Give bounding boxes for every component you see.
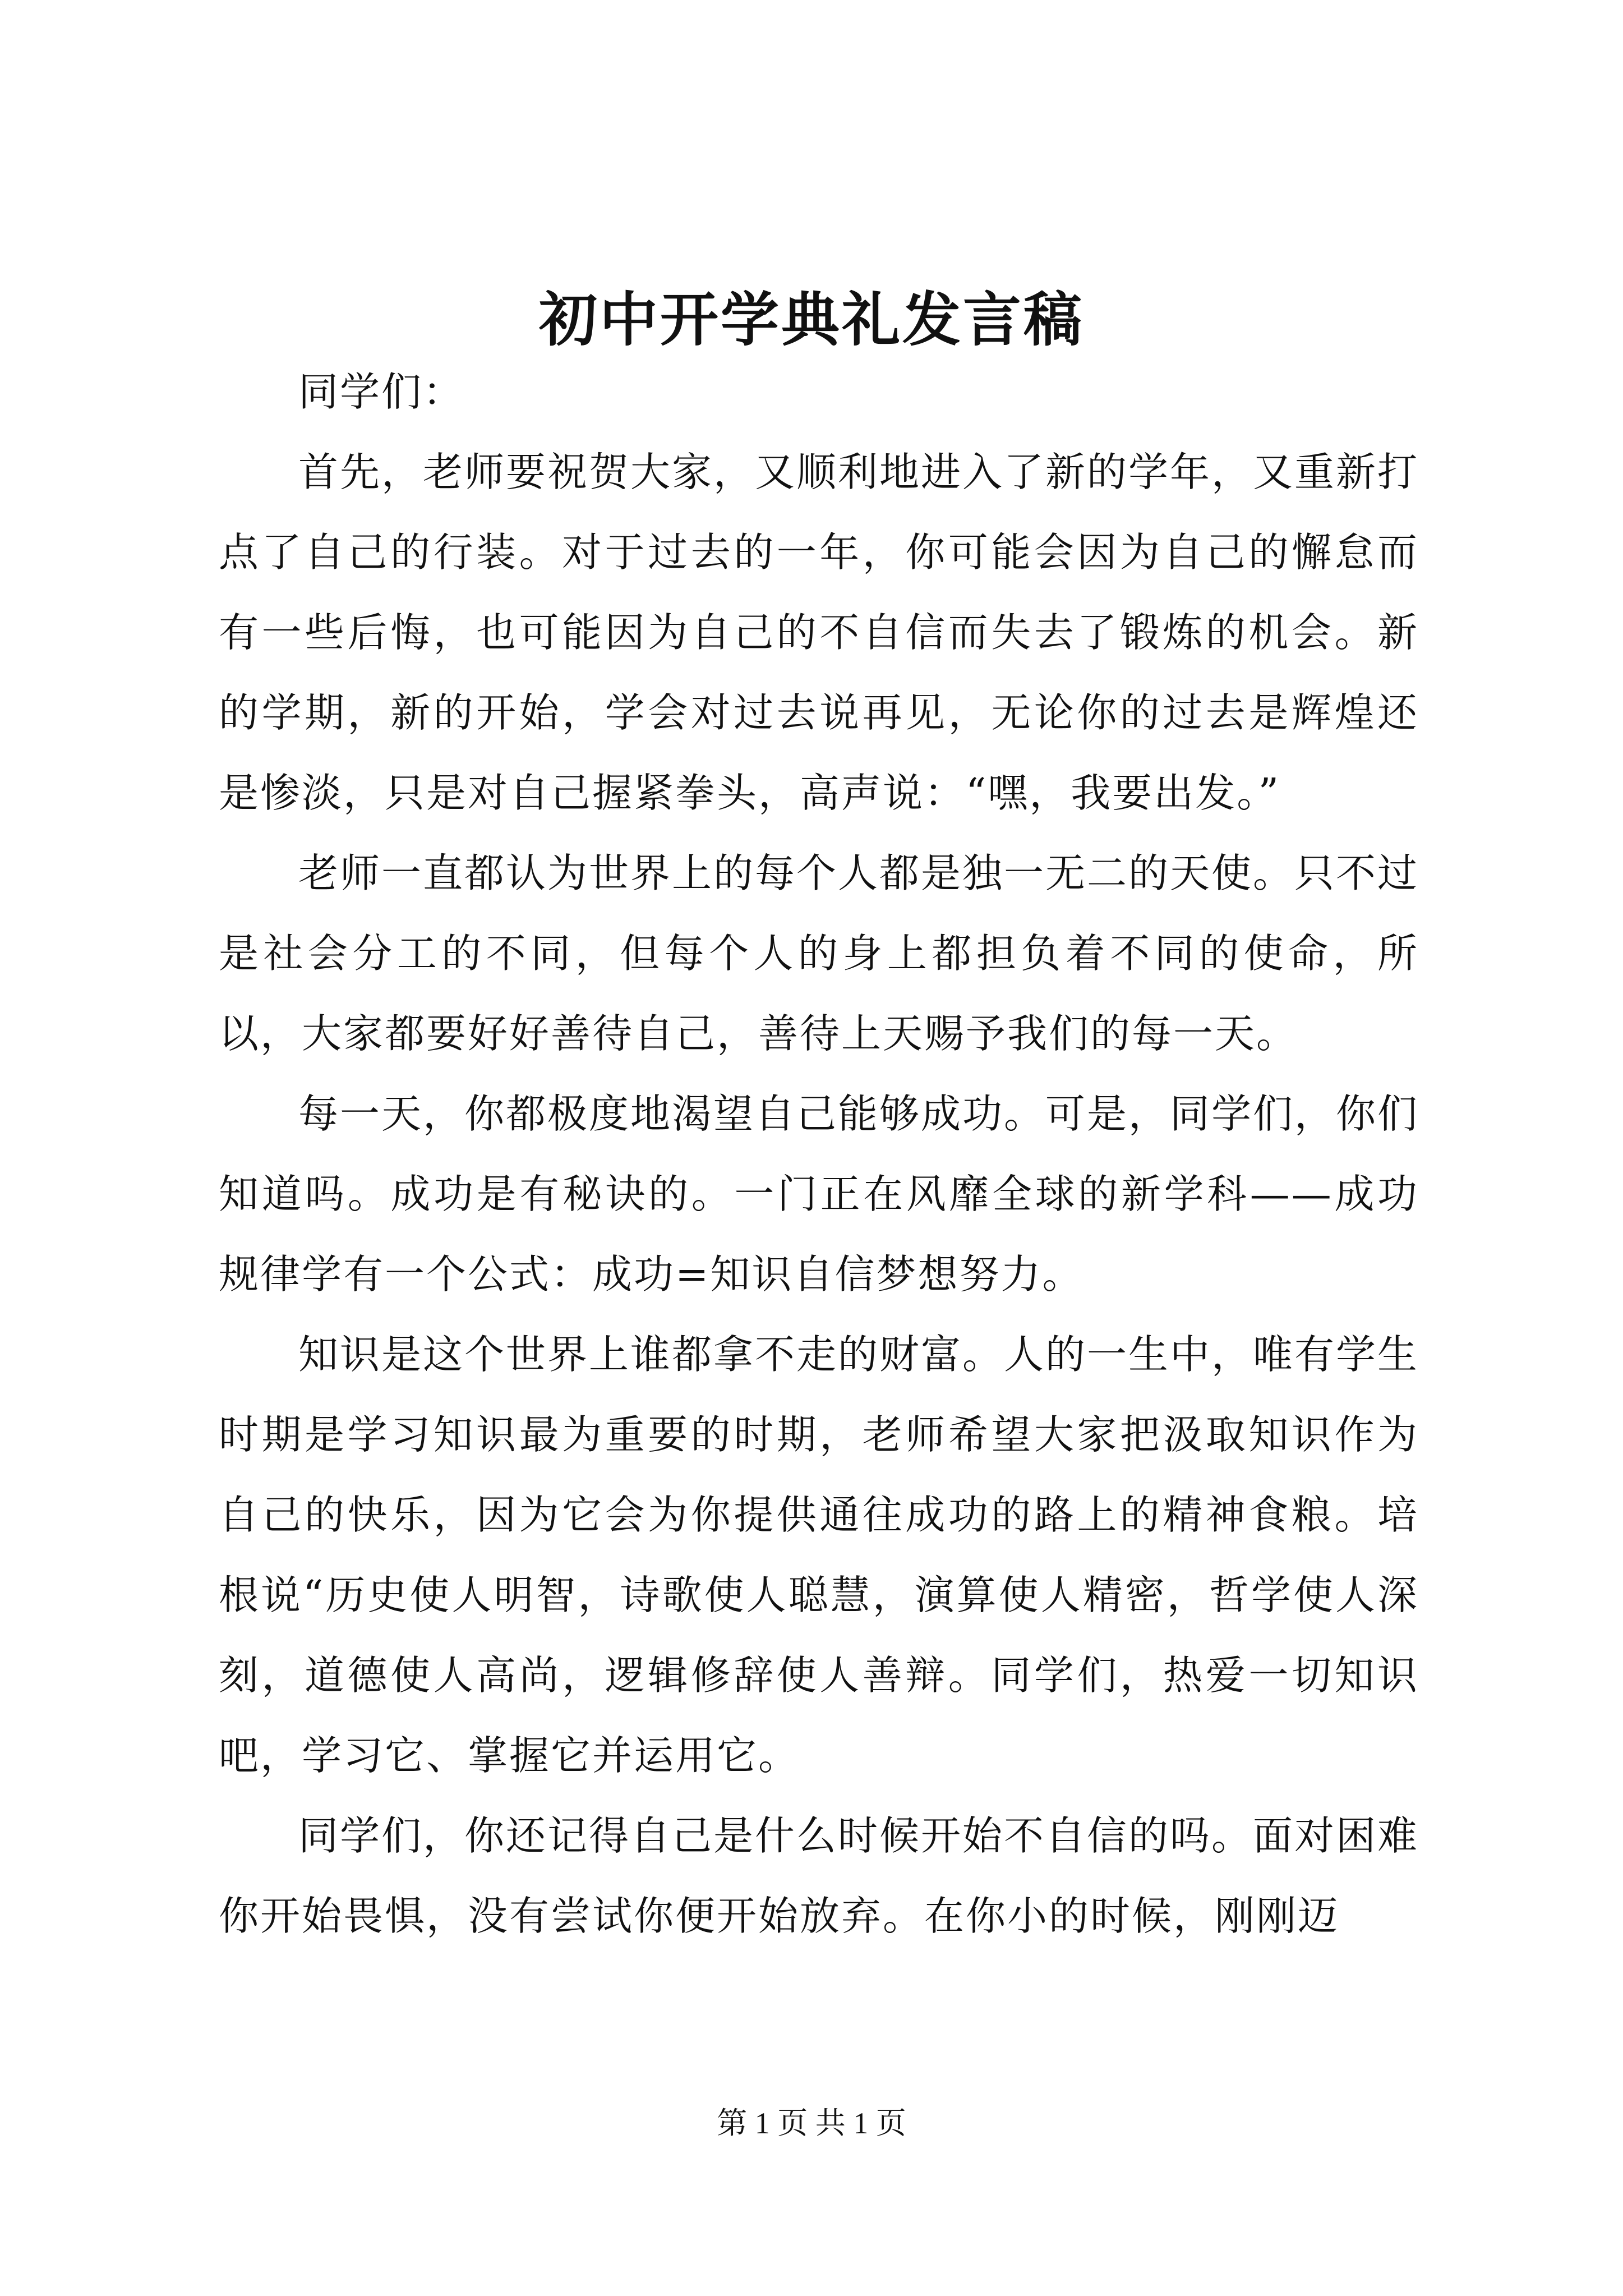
body-paragraph: 老师一直都认为世界上的每个人都是独一无二的天使。只不过是社会分工的不同，但每个人的身上都担负着不同的使命，所以，大家都要好好善待自己，善待上天赐予我们的每一天。 xyxy=(219,850,1419,1057)
body-paragraph: 首先，老师要祝贺大家，又顺利地进入了新的学年，又重新打点了自己的行装。对于过去的一年，你可能会因为自己的懈怠而有一些后悔，也可能因为自己的不自信而失去了锻炼的机会。新的学期，新的开始，学会对过去说再见，无论你的过去是辉煌还是惨淡，只是对自己握紧拳头，高声说：“嘿，我要出发。” xyxy=(219,449,1419,816)
document-body xyxy=(219,352,1419,1956)
document-title: 初中开学典礼发言稿 xyxy=(538,285,1084,354)
page-number-footer: 第 1 页 共 1 页 xyxy=(717,2106,906,2140)
body-paragraph: 每一天，你都极度地渴望自己能够成功。可是，同学们，你们知道吗。成功是有秘诀的。一门正在风靡全球的新学科——成功规律学有一个公式：成功=知识自信梦想努力。 xyxy=(219,1091,1419,1297)
salutation-paragraph: 同学们： xyxy=(298,369,465,415)
body-paragraph: 同学们，你还记得自己是什么时候开始不自信的吗。面对困难你开始畏惧，没有尝试你便开始放弃。在你小的时候，刚刚迈 xyxy=(219,1812,1419,1939)
body-paragraph: 知识是这个世界上谁都拿不走的财富。人的一生中，唯有学生时期是学习知识最为重要的时期，老师希望大家把汲取知识作为自己的快乐，因为它会为你提供通往成功的路上的精神食粮。培根说“历史使人明智，诗歌使人聪慧，演算使人精密，哲学使人深刻，道德使人高尚，逻辑修辞使人善辩。同学们，热爱一切知识吧，学习它、掌握它并运用它。 xyxy=(219,1331,1419,1779)
